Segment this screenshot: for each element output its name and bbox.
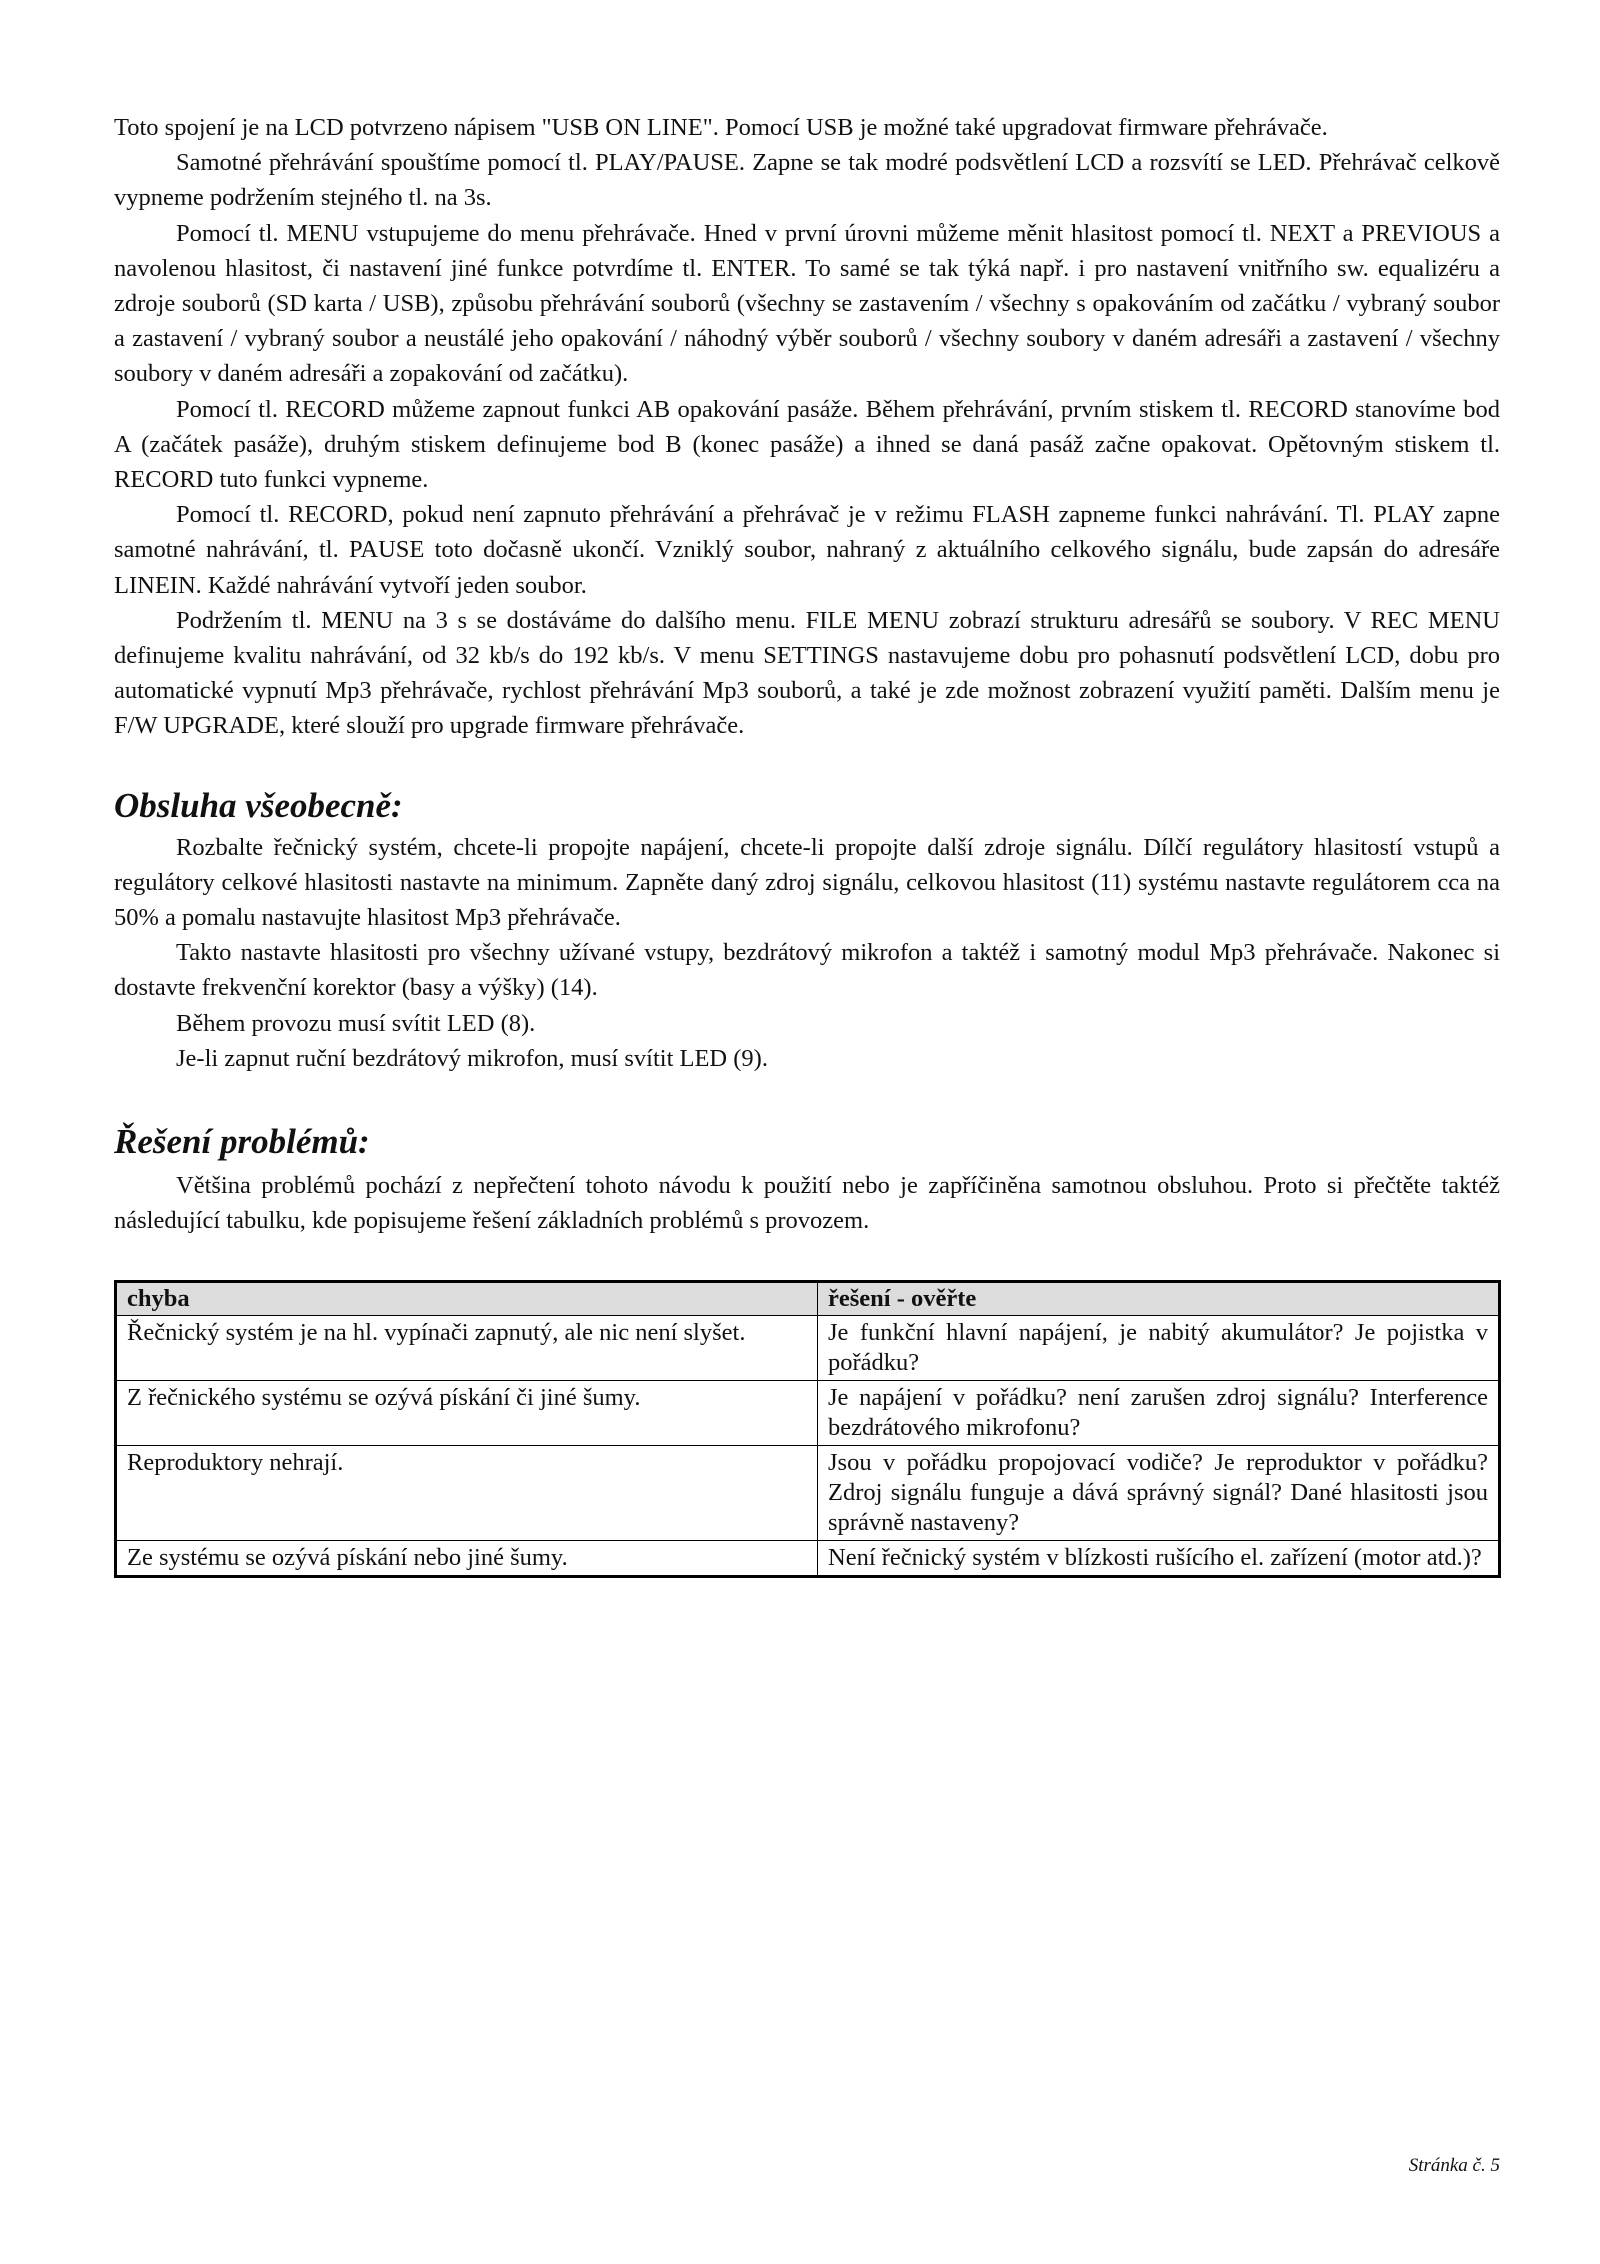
table-row <box>116 1381 1500 1446</box>
reseni-paragraph: Většina problémů pochází z nepřečtení tohoto návodu k použití nebo je zapříčiněna samotnou obsluhou. Proto si přečtěte taktéž následující tabulku, kde popisujeme řešení základních problémů s provozem. <box>114 1172 1500 1235</box>
table-row <box>116 1446 1500 1541</box>
section-heading-reseni: Řešení problémů: <box>114 1122 370 1162</box>
intro-paragraph-1: Toto spojení je na LCD potvrzeno nápisem "USB ON LINE". Pomocí USB je možné také upgradovat firmware přehrávače. <box>114 114 1328 141</box>
table-cell-solution: Je napájení v pořádku? není zarušen zdroj signálu? Interference bezdrátového mikrofonu? <box>818 1381 1500 1446</box>
table-row <box>116 1541 1500 1577</box>
table-cell-solution: Není řečnický systém v blízkosti rušícího el. zařízení (motor atd.)? <box>818 1541 1500 1577</box>
table-cell-problem: Řečnický systém je na hl. vypínači zapnutý, ale nic není slyšet. <box>116 1316 818 1381</box>
obsluha-paragraph-1: Rozbalte řečnický systém, chcete-li propojte napájení, chcete-li propojte další zdroje signálu. Dílčí regulátory hlasitostí vstupů a regulátory celkové hlasitosti nastavte na minimum. Zapněte daný zdroj signálu, celkovou hlasitost (11) systému nastavte regulátorem cca na 50% a pomalu nastavujte hlasitost Mp3 přehrávače. <box>114 833 1500 932</box>
table-row <box>116 1316 1500 1381</box>
table-header-row <box>116 1282 1500 1316</box>
section-heading-obsluha: Obsluha všeobecně: <box>114 785 403 825</box>
table-cell-problem: Z řečnického systému se ozývá pískání či jiné šumy. <box>116 1381 818 1446</box>
obsluha-paragraph-2: Takto nastavte hlasitosti pro všechny užívané vstupy, bezdrátový mikrofon a taktéž i samotný modul Mp3 přehrávače. Nakonec si dostavte frekvenční korektor (basy a výšky) (14). <box>114 939 1500 1002</box>
intro-paragraph-3: Pomocí tl. MENU vstupujeme do menu přehrávače. Hned v první úrovni můžeme měnit hlasitost pomocí tl. NEXT a PREVIOUS a navolenou hlasitost, či nastavení jiné funkce potvrdíme tl. ENTER. To samé se tak týká např. i pro nastavení vnitřního sw. equalizéru a zdroje souborů (SD karta / USB), způsobu přehrávání souborů (všechny se zastavením / všechny s opakováním od začátku / vybraný soubor a zastavení / vybraný soubor a neustálé jeho opakování / náhodný výběr souborů / všechny soubory v daném adresáři a zastavení / všechny soubory v daném adresáři a zopakování od začátku). <box>114 219 1500 388</box>
obsluha-paragraph-3: Během provozu musí svítit LED (8). <box>176 1009 536 1037</box>
table-header-cell: chyba <box>116 1282 818 1316</box>
intro-paragraph-2: Samotné přehrávání spouštíme pomocí tl. PLAY/PAUSE. Zapne se tak modré podsvětlení LCD a rozsvítí se LED. Přehrávač celkově vypneme podržením stejného tl. na 3s. <box>114 149 1500 212</box>
table-header-cell: řešení - ověřte <box>818 1282 1500 1316</box>
table-cell-solution: Jsou v pořádku propojovací vodiče? Je reproduktor v pořádku? Zdroj signálu funguje a dává správný signál? Dané hlasitosti jsou správně nastaveny? <box>818 1446 1500 1541</box>
intro-paragraph-5: Pomocí tl. RECORD, pokud není zapnuto přehrávání a přehrávač je v režimu FLASH zapneme funkci nahrávání. Tl. PLAY zapne samotné nahrávání, tl. PAUSE toto dočasně ukončí. Vzniklý soubor, nahraný z aktuálního celkového signálu, bude zapsán do adresáře LINEIN. Každé nahrávání vytvoří jeden soubor. <box>114 501 1500 599</box>
intro-paragraph-6: Podržením tl. MENU na 3 s se dostáváme do dalšího menu. FILE MENU zobrazí strukturu adresářů se soubory. V REC MENU definujeme kvalitu nahrávání, od 32 kb/s do 192 kb/s. V menu SETTINGS nastavujeme dobu pro pohasnutí podsvětlení LCD, dobu pro automatické vypnutí Mp3 přehrávače, rychlost přehrávání Mp3 souborů, a také je zde možnost zobrazení využití paměti. Dalším menu je F/W UPGRADE, které slouží pro upgrade firmware přehrávače. <box>114 606 1500 740</box>
page-content <box>114 110 1500 1578</box>
troubleshooting-table <box>114 1280 1501 1578</box>
table-cell-problem: Ze systému se ozývá pískání nebo jiné šumy. <box>116 1541 818 1577</box>
table-cell-problem: Reproduktory nehrají. <box>116 1446 818 1541</box>
page-number: Stránka č. 5 <box>1408 2155 1500 2176</box>
intro-paragraph-4: Pomocí tl. RECORD můžeme zapnout funkci AB opakování pasáže. Během přehrávání, prvním stiskem tl. RECORD stanovíme bod A (začátek pasáže), druhým stiskem definujeme bod B (konec pasáže) a ihned se daná pasáž začne opakovat. Opětovným stiskem tl. RECORD tuto funkci vypneme. <box>114 395 1500 494</box>
table-cell-solution: Je funkční hlavní napájení, je nabitý akumulátor? Je pojistka v pořádku? <box>818 1316 1500 1381</box>
obsluha-paragraph-4: Je-li zapnut ruční bezdrátový mikrofon, musí svítit LED (9). <box>176 1044 768 1072</box>
